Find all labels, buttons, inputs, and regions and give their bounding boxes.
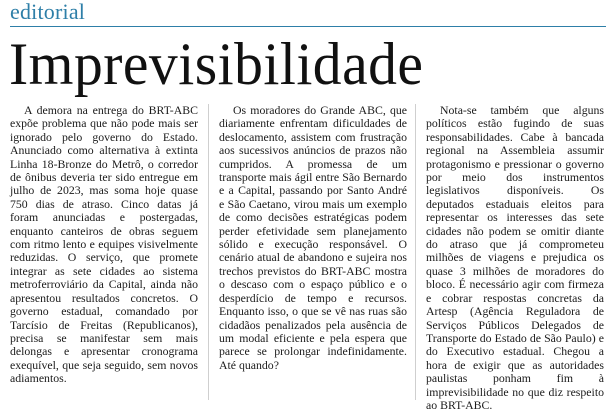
article-column-3 [426,103,604,412]
article-column-1 [10,104,198,400]
paragraph: A demora na entrega do BRT-ABC expõe problema que não pode mais ser ignorado pelo governo do Estado. Anunciado como alternativa à extinta Linha 18-Bronze do Metrô, o corredor de ônibus deveria ter sido entregue em julho de 2023, mas soma hoje quase 750 dias de atraso. Cinco datas já foram anunciadas e postergadas, enquanto canteiros de obras seguem com ritmo lento e equipes visivelmente reduzidas. O serviço, que promete integrar as sete cidades ao sistema metroferroviário da Capital, ainda não apresentou resultados concretos. O governo estadual, comandado por Tarcísio de Freitas (Republicanos), precisa se manifestar sem mais delongas e apresentar cronograma exequível, que seja seguido, sem novos adiamentos. [10,103,198,386]
article-column-2 [219,104,407,400]
headline: Imprevisibilidade [9,31,424,97]
article-body [10,103,604,412]
section-label: editorial [10,0,86,24]
paragraph: Nota-se também que alguns políticos estão fugindo de suas responsabilidades. Cabe à bancada regional na Assembleia assumir protagonismo e pressionar o governo por meio dos instrumentos legislativos disponíveis. Os deputados estaduais eleitos para representar os interesses das sete cidades não podem se omitir diante do atraso que já comprometeu milhões de viagens e prejudica os quase 3 milhões de moradores do bloco. É necessário agir com firmeza e cobrar respostas concretas da Artesp (Agência Reguladora de Serviços Públicos Delegados de Transporte do Estado de São Paulo) e do Executivo estadual. Chegou a hora de exigir que as autoridades paulistas ponham fim à imprevisibilidade no que diz respeito ao BRT-ABC. [426,103,604,412]
paragraph: Os moradores do Grande ABC, que diariamente enfrentam dificuldades de deslocamento, assistem com frustração aos sucessivos anúncios de prazos não cumpridos. A promessa de um transporte mais ágil entre São Bernardo e a Capital, passando por Santo André e São Caetano, virou mais um exemplo de como decisões estratégicas podem perder efetividade sem planejamento sólido e execução responsável. O cenário atual de abandono e sujeira nos trechos previstos do BRT-ABC mostra o descaso com o espaço público e o desperdício de tempo e recursos. Enquanto isso, o que se vê nas ruas são cidadãos penalizados pela ausência de um modal eficiente e pela espera que parece se prolongar indefinidamente. Até quando? [219,103,407,372]
header-rule [10,26,606,27]
